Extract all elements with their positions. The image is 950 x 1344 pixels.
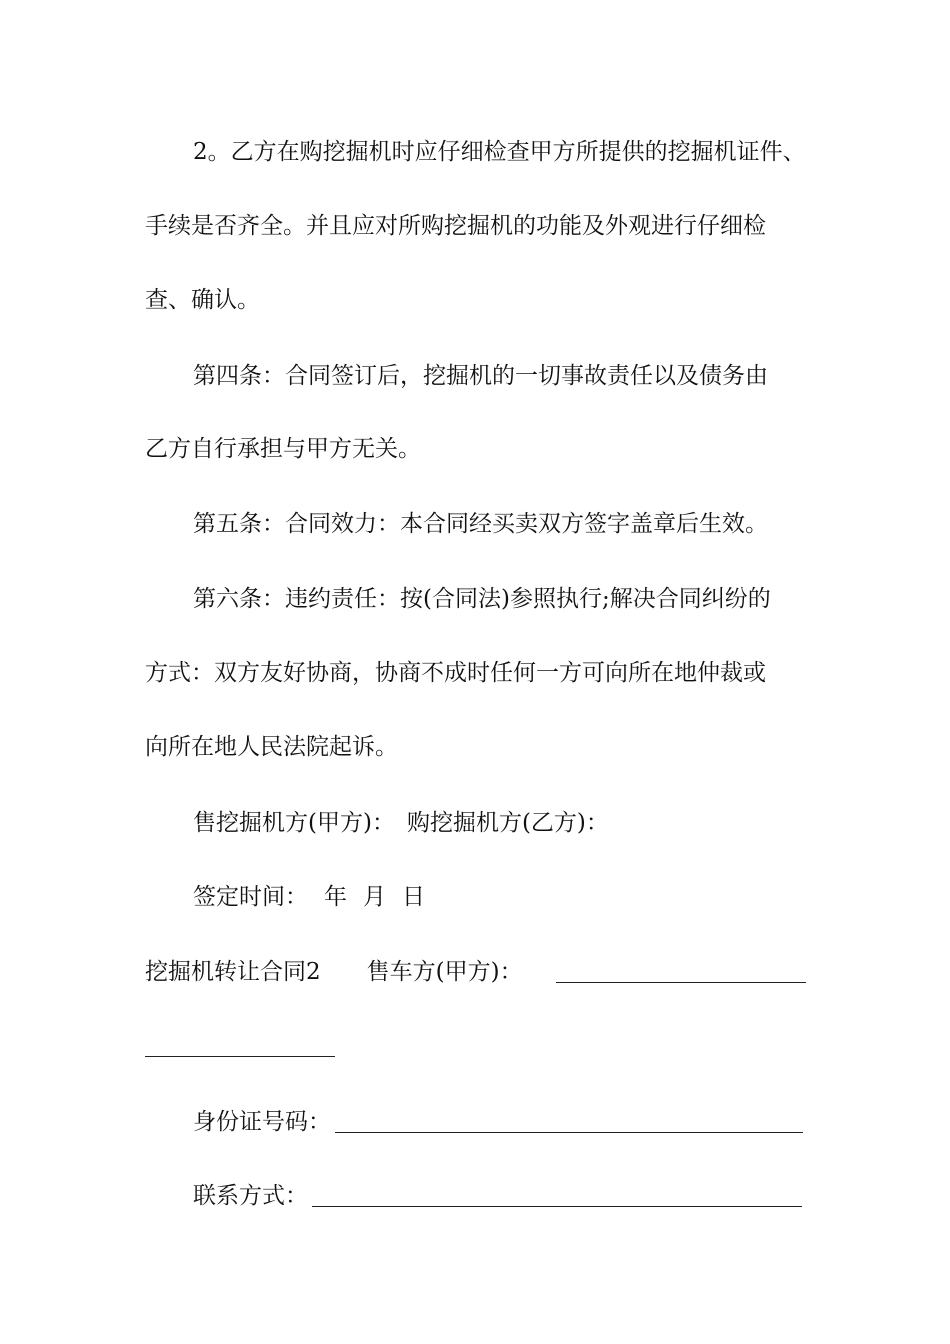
signing-date-line: [193, 882, 873, 912]
id-number-label: 身份证号码：: [193, 1109, 331, 1135]
paragraph-line: 2。乙方在购挖掘机时应仔细检查甲方所提供的挖掘机证件、: [193, 139, 806, 165]
article-six-line: 第六条：违约责任：按(合同法)参照执行;解决合同纠纷的: [193, 586, 771, 612]
buyer-party-label: 购挖掘机方(乙方)：: [406, 810, 609, 836]
signature-parties-line: [193, 808, 873, 838]
seller-name-blank: [556, 982, 806, 983]
date-month: 月: [363, 884, 386, 910]
id-number-blank: [335, 1132, 803, 1133]
article-six-line: 向所在地人民法院起诉。: [145, 734, 398, 760]
signing-date-label: 签定时间：: [193, 884, 308, 910]
article-four-line: 乙方自行承担与甲方无关。: [145, 436, 421, 462]
contact-blank: [312, 1206, 802, 1207]
paragraph-line: 手续是否齐全。并且应对所购挖掘机的功能及外观进行仔细检: [145, 213, 766, 239]
paragraph-line: 查、确认。: [145, 287, 260, 313]
date-day: 日: [402, 884, 425, 910]
seller-name-blank-continued: [145, 1056, 335, 1057]
date-year: 年: [324, 884, 347, 910]
seller-party-label: 售挖掘机方(甲方)：: [193, 810, 395, 836]
contract2-title: 挖掘机转让合同2: [145, 959, 321, 985]
article-six-line: 方式：双方友好协商，协商不成时任何一方可向所在地仲裁或: [145, 660, 766, 686]
article-five-line: 第五条：合同效力：本合同经买卖双方签字盖章后生效。: [193, 511, 768, 537]
contract2-seller-label: 售车方(甲方)：: [366, 959, 523, 985]
article-four-line: 第四条：合同签订后，挖掘机的一切事故责任以及债务由: [193, 363, 768, 389]
contact-label: 联系方式：: [193, 1183, 308, 1209]
